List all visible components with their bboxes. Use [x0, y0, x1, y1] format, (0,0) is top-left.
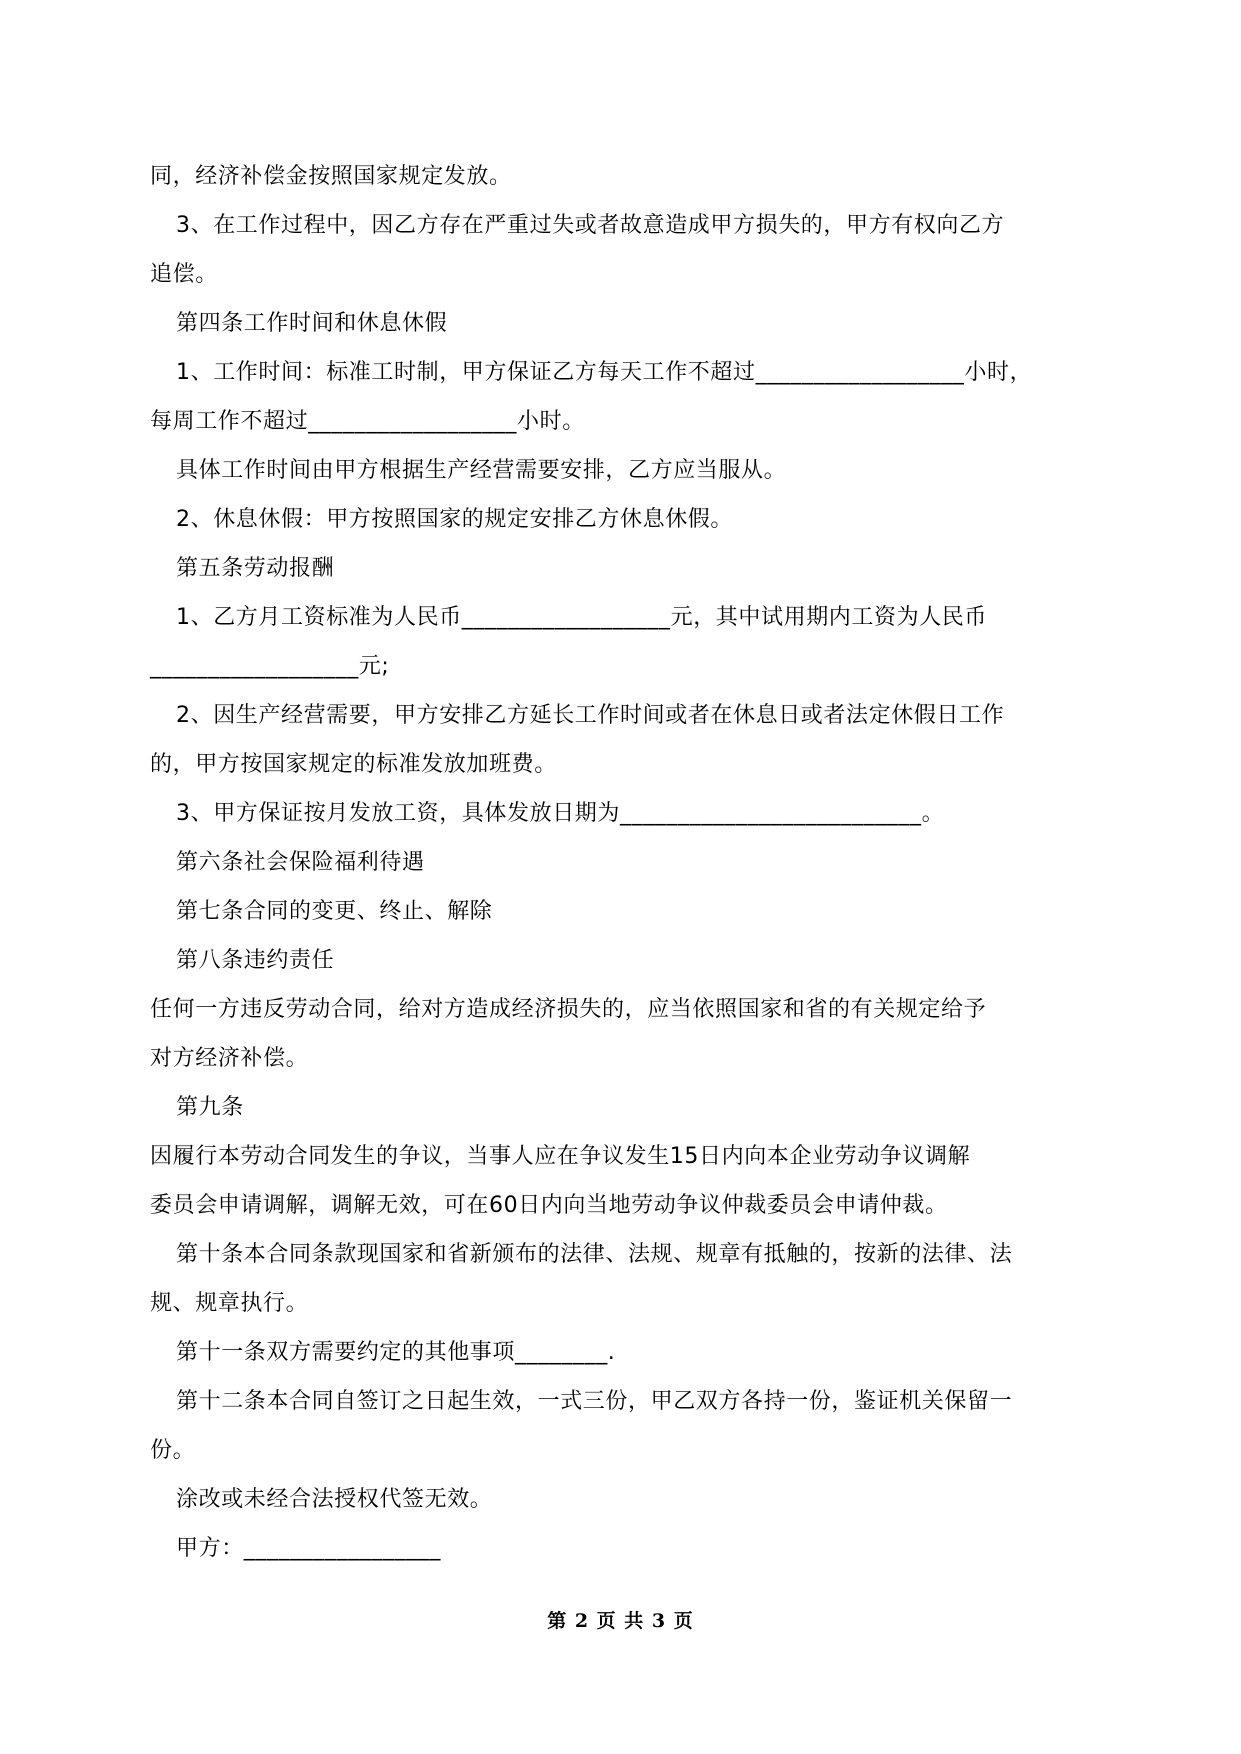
- text-line: 2、因生产经营需要，甲方安排乙方延长工作时间或者在休息日或者法定休假日工作: [176, 703, 1005, 728]
- document-body: [150, 152, 1098, 1573]
- text-line: 第七条合同的变更、终止、解除: [176, 899, 493, 924]
- text-line: 涂改或未经合法授权代签无效。: [176, 1487, 493, 1512]
- text-line: 因履行本劳动合同发生的争议，当事人应在争议发生15日内向本企业劳动争议调解: [150, 1144, 971, 1169]
- text-line: 第十一条双方需要约定的其他事项________.: [176, 1340, 616, 1365]
- text-line: 1、工作时间：标准工时制，甲方保证乙方每天工作不超过__________________小时，: [176, 360, 1033, 385]
- text-line: 追偿。: [150, 262, 218, 287]
- text-line: 第四条工作时间和休息休假: [176, 311, 448, 336]
- text-line: 甲方：_________________: [176, 1536, 442, 1561]
- text-line: 委员会申请调解，调解无效，可在60日内向当地劳动争议仲裁委员会申请仲裁。: [150, 1193, 948, 1218]
- text-line: 任何一方违反劳动合同，给对方造成经济损失的，应当依照国家和省的有关规定给予: [150, 997, 987, 1022]
- text-line: 2、休息休假：甲方按照国家的规定安排乙方休息休假。: [176, 507, 733, 532]
- text-line: 同，经济补偿金按照国家规定发放。: [150, 164, 512, 189]
- text-line: 份。: [150, 1438, 196, 1463]
- text-line: 1、乙方月工资标准为人民币__________________元，其中试用期内工资为人民币: [176, 605, 987, 630]
- text-line: 第十二条本合同自签订之日起生效，一式三份，甲乙双方各持一份，鉴证机关保留一: [176, 1389, 1013, 1414]
- page-footer: 第 2 页 共 3 页: [547, 1610, 694, 1632]
- text-line: 第五条劳动报酬: [176, 556, 335, 581]
- text-line: 第六条社会保险福利待遇: [176, 850, 425, 875]
- text-line: 每周工作不超过__________________小时。: [150, 409, 585, 434]
- text-line: 的，甲方按国家规定的标准发放加班费。: [150, 752, 557, 777]
- text-line: 具体工作时间由甲方根据生产经营需要安排，乙方应当服从。: [176, 458, 787, 483]
- text-line: 3、甲方保证按月发放工资，具体发放日期为__________________________。: [176, 801, 945, 826]
- text-line: 规、规章执行。: [150, 1291, 309, 1316]
- text-line: __________________元;: [150, 654, 390, 679]
- text-line: 3、在工作过程中，因乙方存在严重过失或者故意造成甲方损失的，甲方有权向乙方: [176, 213, 1005, 238]
- text-line: 对方经济补偿。: [150, 1046, 309, 1071]
- text-line: 第九条: [176, 1095, 244, 1120]
- text-line: 第十条本合同条款现国家和省新颁布的法律、法规、规章有抵触的，按新的法律、法: [176, 1242, 1013, 1267]
- text-line: 第八条违约责任: [176, 948, 335, 973]
